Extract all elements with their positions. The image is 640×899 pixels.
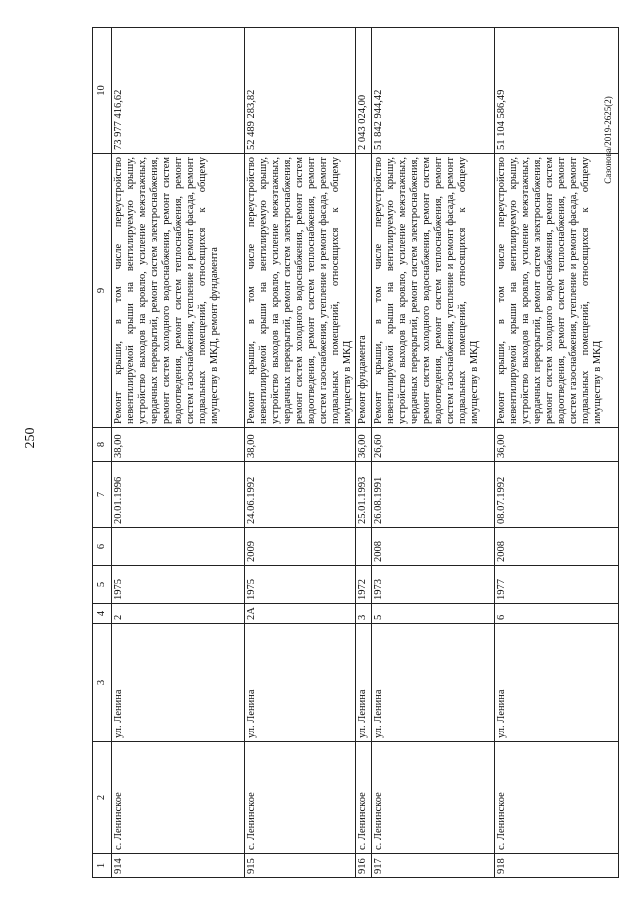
repair-table xyxy=(92,27,619,878)
table-row xyxy=(495,28,619,878)
cost: 73 977 416,62 xyxy=(112,28,245,154)
col-header: 3 xyxy=(93,624,112,742)
date: 25.01.1993 xyxy=(356,462,372,528)
col-header: 9 xyxy=(93,154,112,428)
house-number: 2 xyxy=(112,604,245,624)
page-number: 250 xyxy=(23,427,38,449)
year-repair: 2008 xyxy=(495,528,619,566)
wear-percent: 38,00 xyxy=(245,428,356,462)
street: ул. Ленина xyxy=(372,624,495,742)
cost: 2 043 024,00 xyxy=(356,28,372,154)
works-description: Ремонт крыши, в том числе переустройство невентилируемой крыши на вентилируемую крышу, устройство выходов на кровлю, усиление межэтажных, чердачных перекрытий, ремонт систем электроснабжения, ремонт систем холодного водоснабжения, ремонт систем водоотведения, ремонт систем теплоснабжения, ремонт систем газоснабжения, утепление и ремонт фасада, ремонт подвальных помещений, относящихся к общему имуществу в МКД xyxy=(245,154,356,428)
house-number: 5 xyxy=(372,604,495,624)
table-row xyxy=(356,28,372,878)
col-header: 2 xyxy=(93,742,112,854)
year-built: 1973 xyxy=(372,566,495,604)
house-number: 6 xyxy=(495,604,619,624)
year-built: 1975 xyxy=(112,566,245,604)
table-row xyxy=(372,28,495,878)
house-number: 3 xyxy=(356,604,372,624)
street: ул. Ленина xyxy=(245,624,356,742)
cost: 52 489 283,82 xyxy=(245,28,356,154)
cost: 51 104 586,49 xyxy=(495,28,619,154)
col-header: 8 xyxy=(93,428,112,462)
year-repair: 2009 xyxy=(245,528,356,566)
row-number: 915 xyxy=(245,854,356,878)
table-row xyxy=(245,28,356,878)
date: 20.01.1996 xyxy=(112,462,245,528)
year-repair xyxy=(356,528,372,566)
table-row xyxy=(112,28,245,878)
col-header: 5 xyxy=(93,566,112,604)
works-description: Ремонт крыши, в том числе переустройство невентилируемой крыши на вентилируемую крышу, устройство выходов на кровлю, усиление межэтажных, чердачных перекрытий, ремонт систем электроснабжения, ремонт систем холодного водоснабжения, ремонт систем водоотведения, ремонт систем теплоснабжения, ремонт систем газоснабжения, утепление и ремонт фасада, ремонт подвальных помещений, относящихся к общему имуществу в МКД xyxy=(372,154,495,428)
settlement: с. Ленинское xyxy=(245,742,356,854)
cost: 51 842 944,42 xyxy=(372,28,495,154)
works-description: Ремонт крыши, в том числе переустройство невентилируемой крыши на вентилируемую крышу, устройство выходов на кровлю, усиление межэтажных, чердачных перекрытий, ремонт систем электроснабжения, ремонт систем холодного водоснабжения, ремонт систем водоотведения, ремонт систем теплоснабжения, ремонт систем газоснабжения, утепление и ремонт фасада, ремонт подвальных помещений, относящихся к общему имуществу в МКД xyxy=(495,154,619,428)
rotated-table-container xyxy=(92,28,615,878)
wear-percent: 36,00 xyxy=(495,428,619,462)
header-row xyxy=(93,28,112,878)
settlement: с. Ленинское xyxy=(495,742,619,854)
col-header: 4 xyxy=(93,604,112,624)
row-number: 916 xyxy=(356,854,372,878)
works-description: Ремонт фундамента xyxy=(356,154,372,428)
year-repair: 2008 xyxy=(372,528,495,566)
street: ул. Ленина xyxy=(112,624,245,742)
year-built: 1972 xyxy=(356,566,372,604)
date: 26.08.1991 xyxy=(372,462,495,528)
document-code: Сазонова/2019-2625(2) xyxy=(603,96,613,184)
street: ул. Ленина xyxy=(356,624,372,742)
settlement: с. Ленинское xyxy=(356,742,372,854)
house-number: 2А xyxy=(245,604,356,624)
wear-percent: 38,00 xyxy=(112,428,245,462)
settlement: с. Ленинское xyxy=(372,742,495,854)
settlement: с. Ленинское xyxy=(112,742,245,854)
year-built: 1975 xyxy=(245,566,356,604)
col-header: 1 xyxy=(93,854,112,878)
date: 08.07.1992 xyxy=(495,462,619,528)
col-header: 6 xyxy=(93,528,112,566)
year-built: 1977 xyxy=(495,566,619,604)
row-number: 917 xyxy=(372,854,495,878)
wear-percent: 36,00 xyxy=(356,428,372,462)
street: ул. Ленина xyxy=(495,624,619,742)
date: 24.06.1992 xyxy=(245,462,356,528)
wear-percent: 26,60 xyxy=(372,428,495,462)
row-number: 918 xyxy=(495,854,619,878)
col-header: 10 xyxy=(93,28,112,154)
col-header: 7 xyxy=(93,462,112,528)
year-repair xyxy=(112,528,245,566)
row-number: 914 xyxy=(112,854,245,878)
works-description: Ремонт крыши, в том числе переустройство невентилируемой крыши на вентилируемую крышу, устройство выходов на кровлю, усиление межэтажных, чердачных перекрытий, ремонт систем электроснабжения, ремонт систем холодного водоснабжения, ремонт систем водоотведения, ремонт систем теплоснабжения, ремонт систем газоснабжения, утепление и ремонт фасада, ремонт подвальных помещений, относящихся к общему имуществу в МКД, ремонт фундамента xyxy=(112,154,245,428)
